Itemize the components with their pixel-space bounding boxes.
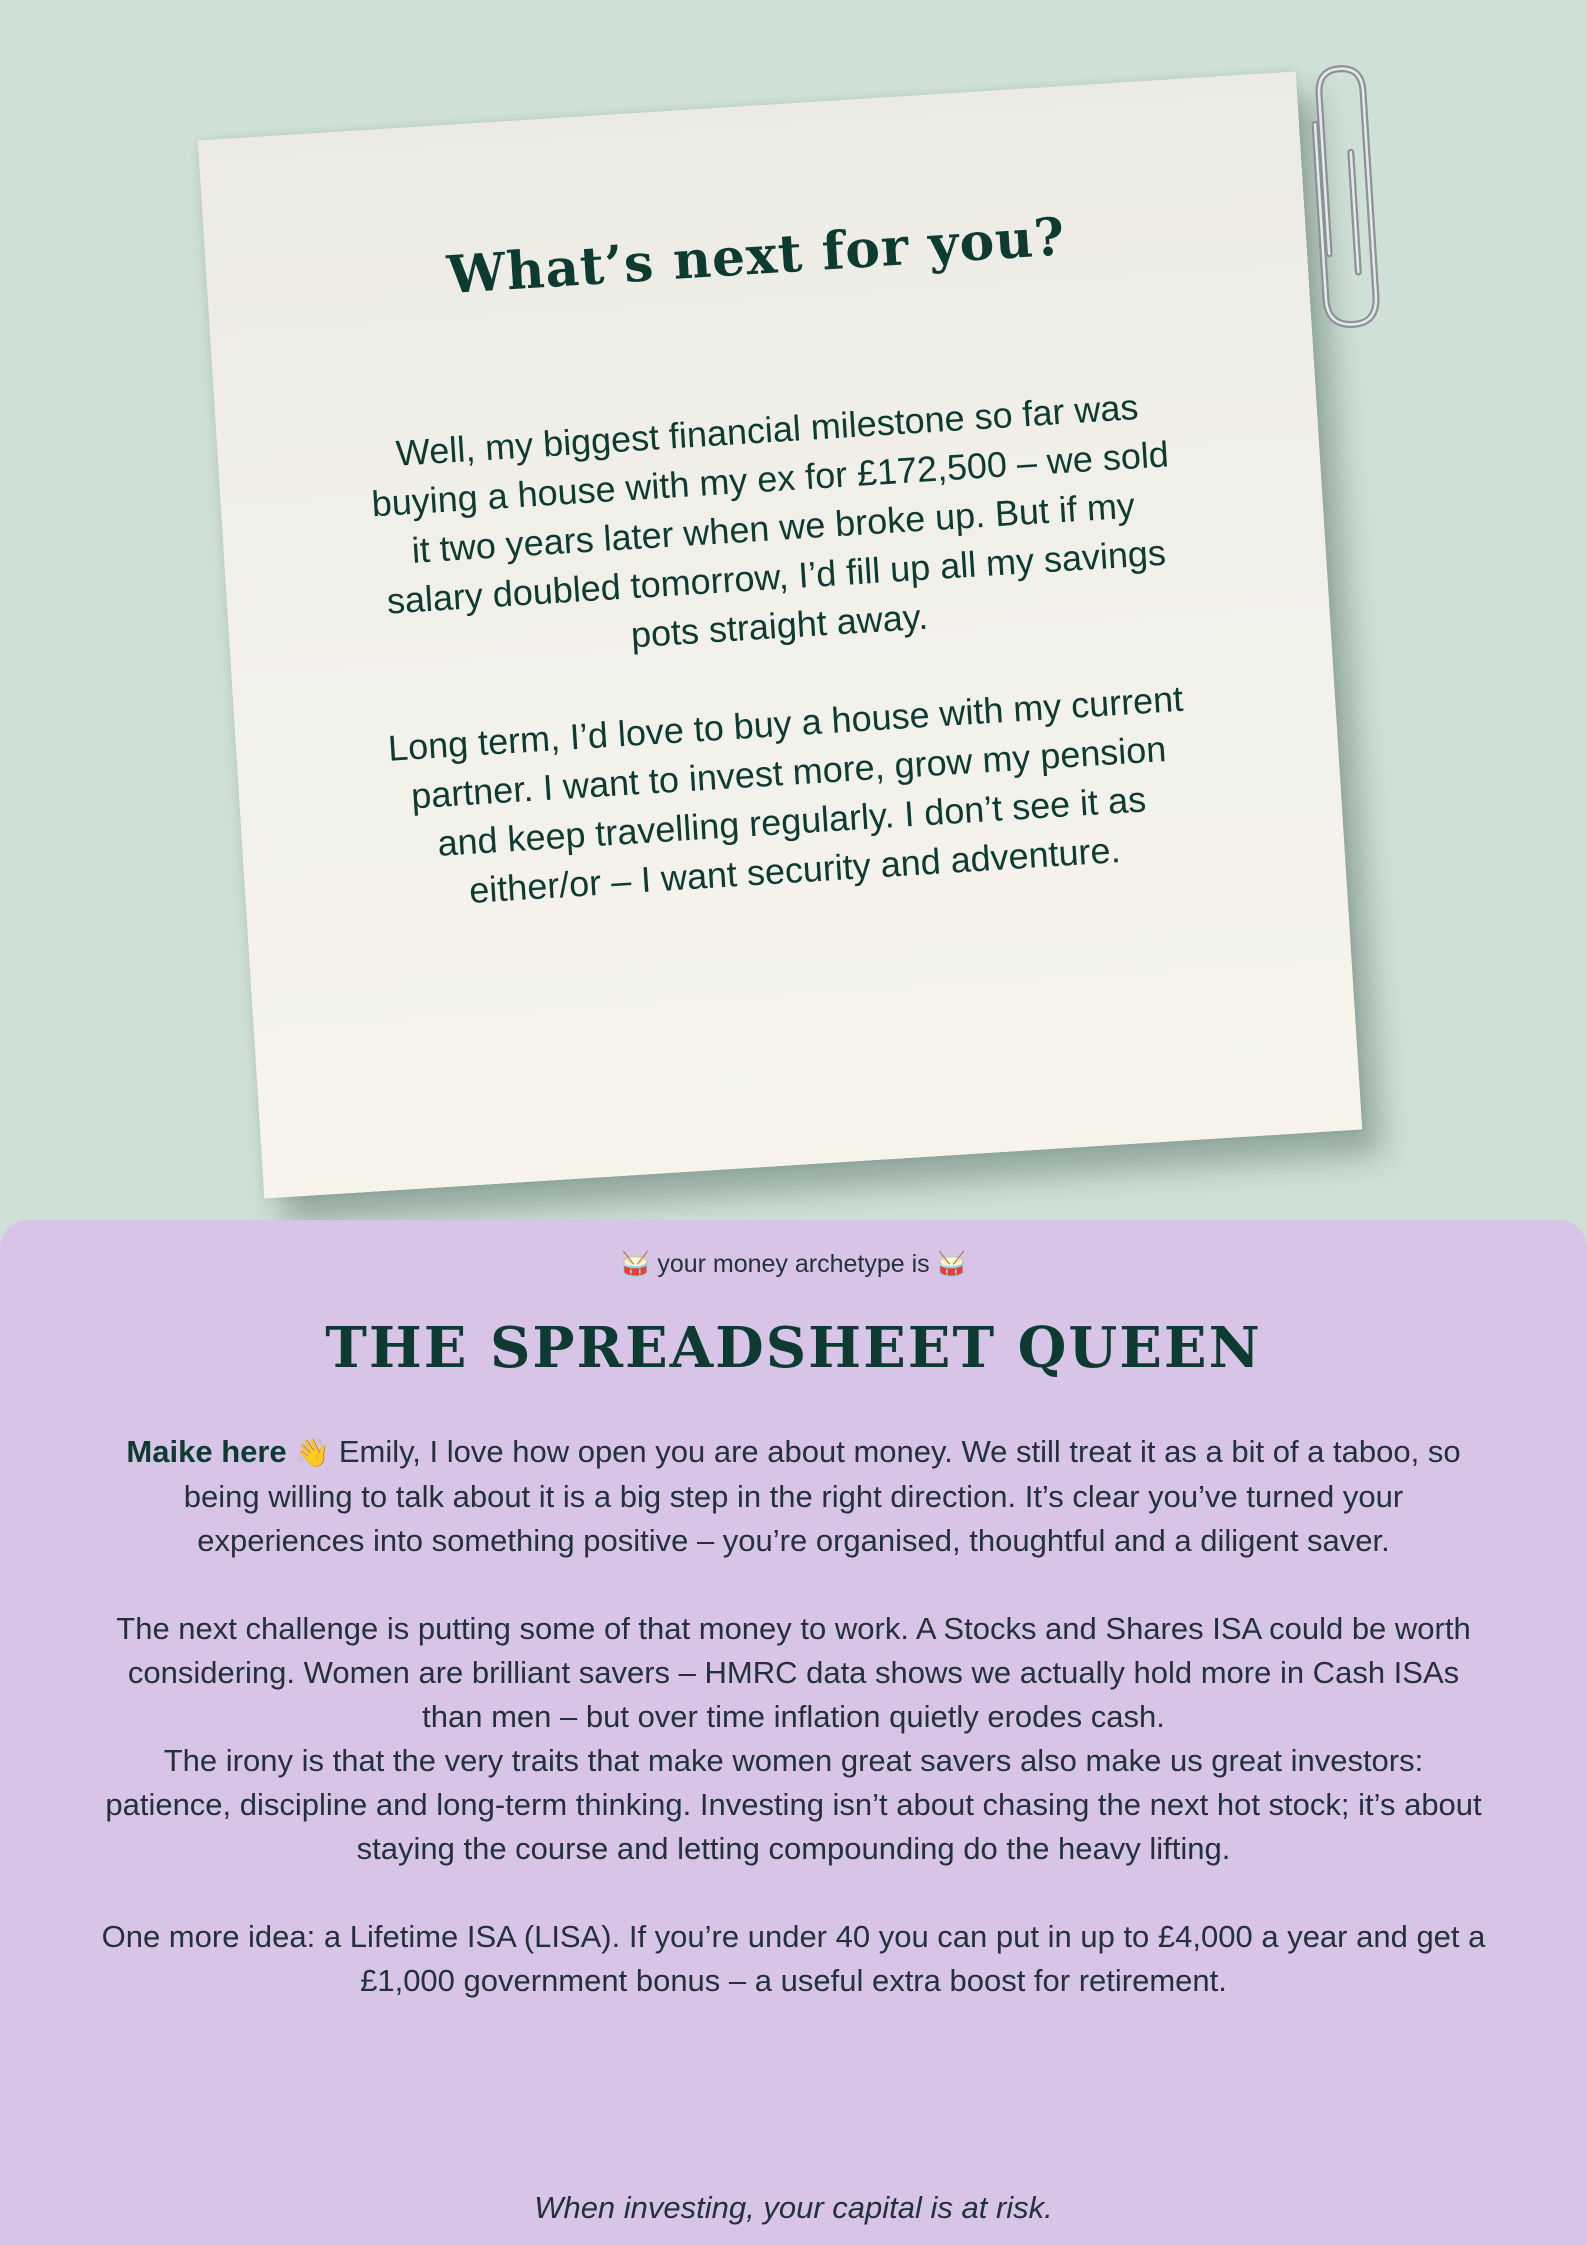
investing-text-b: The irony is that the very traits that make women great savers also make us great investors: patience, discipline and long-term thinking. Investing isn’t about chasing the next hot stock; it’s about staying the course and letting compounding do the heavy lifting. — [105, 1743, 1482, 1866]
drum-icon: 🥁 — [620, 1251, 651, 1278]
sticky-note — [198, 72, 1362, 1199]
investing-text-a: The next challenge is putting some of that money to work. A Stocks and Shares ISA could be worth considering. Women are brilliant savers – HMRC data shows we actually hold more in Cash ISAs than men – but over time inflation quietly erodes cash. — [116, 1611, 1471, 1734]
note-paragraph: Long term, I’d love to buy a house with my current partner. I want to invest more, grow my pension and keep travelling regularly. I don’t see it as either/or – I want security and adventure. — [386, 677, 1185, 911]
note-paragraph: Well, my biggest financial milestone so far was buying a house with my ex for £172,500 – we sold it two years later when we broke up. But if my salary doubled tomorrow, I’d fill up all my savings pots straight away. — [370, 386, 1170, 656]
paperclip-icon — [1287, 60, 1404, 336]
note-paper — [198, 72, 1362, 1199]
greeting: Maike here — [126, 1434, 287, 1469]
note-title: What’s next for you? — [445, 206, 1068, 307]
archetype-title: THE SPREADSHEET QUEEN — [325, 1315, 1262, 1381]
investing-paragraph — [100, 1607, 1487, 1871]
advice-body — [100, 1430, 1487, 2047]
archetype-label-row — [0, 1250, 1587, 1279]
waving-hand-icon: 👋 — [295, 1437, 331, 1468]
intro-text: Emily, I love how open you are about money. We still treat it as a bit of a taboo, so being willing to talk about it is a big step in the right direction. It’s clear you’ve turned your experiences into something positive – you’re organised, thoughtful and a diligent saver. — [183, 1434, 1461, 1558]
note-body — [366, 380, 1198, 968]
archetype-label: your money archetype is — [657, 1250, 930, 1278]
drum-icon: 🥁 — [936, 1251, 967, 1278]
intro-paragraph — [100, 1430, 1487, 1563]
risk-disclaimer: When investing, your capital is at risk. — [534, 2190, 1053, 2225]
archetype-section — [0, 1220, 1587, 2245]
lisa-paragraph: One more idea: a Lifetime ISA (LISA). If you’re under 40 you can put in up to £4,000 a year and get a £1,000 government bonus – a useful extra boost for retirement. — [101, 1919, 1486, 1998]
